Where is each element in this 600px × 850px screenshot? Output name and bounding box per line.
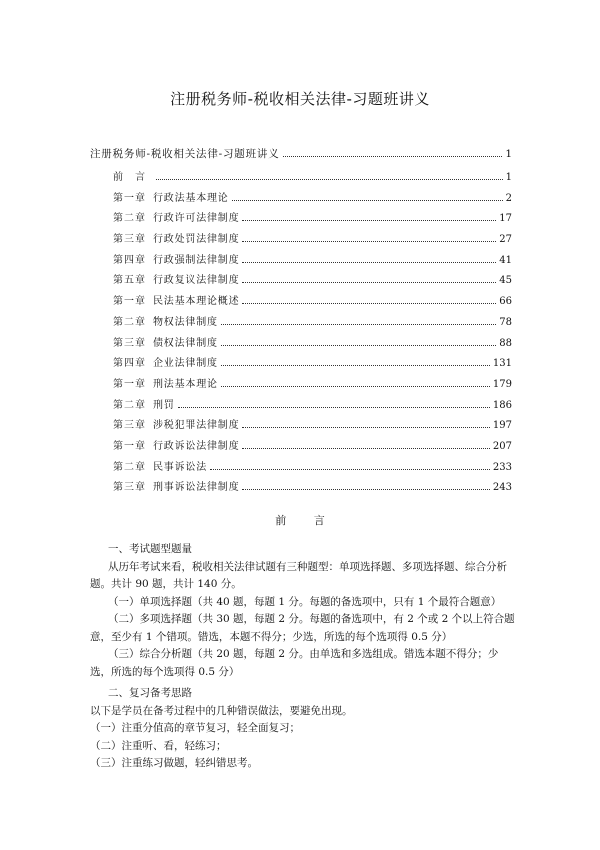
paragraph: （一）单项选择题（共 40 题，每题 1 分。每题的备选项中，只有 1 个最符合题意） <box>108 595 502 608</box>
section-heading: 二、复习备考思路 <box>108 687 192 699</box>
toc-chapter: 前 言 <box>113 172 146 183</box>
toc-leader-dots <box>156 171 503 180</box>
toc-title: 行政强制法律制度 <box>153 254 240 266</box>
toc-leader-dots <box>242 233 496 242</box>
paragraph: （三）注重练习做题，轻纠错思考。 <box>90 757 258 769</box>
toc-title: 债权法律制度 <box>153 337 218 349</box>
toc-header[interactable] <box>90 146 512 161</box>
toc-page: 186 <box>492 399 512 411</box>
document-title: 注册税务师-税收相关法律-习题班讲义 <box>170 90 430 108</box>
toc-chapter: 第三章 <box>113 482 146 494</box>
toc-chapter: 第二章 <box>113 461 146 473</box>
toc-entry[interactable] <box>113 209 512 230</box>
toc-page: 131 <box>492 358 512 370</box>
toc-page: 179 <box>492 378 512 390</box>
toc-title: 刑事诉讼法律制度 <box>153 482 240 494</box>
toc-page: 27 <box>499 234 512 246</box>
toc-entry[interactable] <box>113 375 512 396</box>
toc-title: 行政复议法律制度 <box>153 275 240 287</box>
toc-entry[interactable] <box>113 354 512 375</box>
toc-entry[interactable] <box>113 168 512 189</box>
toc-entry[interactable] <box>113 334 512 355</box>
toc-chapter: 第四章 <box>113 254 146 266</box>
toc-leader-dots <box>221 378 490 387</box>
toc-page: 41 <box>499 254 512 266</box>
toc-page: 233 <box>492 461 512 473</box>
toc-leader-dots <box>242 254 496 263</box>
toc-entry[interactable] <box>113 437 512 458</box>
toc-page: 88 <box>499 337 512 349</box>
toc-chapter: 第二章 <box>113 316 146 328</box>
table-of-contents <box>113 168 512 499</box>
toc-entry[interactable] <box>113 313 512 334</box>
toc-title: 行政法基本理论 <box>153 192 229 204</box>
toc-title: 行政诉讼法律制度 <box>153 440 240 452</box>
section-heading: 一、考试题型题量 <box>108 543 192 555</box>
toc-page: 66 <box>499 296 512 308</box>
toc-chapter: 第一章 <box>113 296 146 308</box>
toc-page: 78 <box>499 316 512 328</box>
paragraph: 以下是学员在备考过程中的几种错误做法，要避免出现。 <box>90 704 353 717</box>
section-exam-types <box>90 541 515 681</box>
toc-chapter: 第一章 <box>113 378 146 390</box>
preface-heading: 前 言 <box>275 514 337 527</box>
paragraph: （二）多项选择题（共 30 题，每题 2 分。每题的备选项中，有 2 个或 2 个以上符合题意，至少有 1 个错项。错选，本题不得分；少选，所选的每个选项得 0.5 分） <box>90 613 515 643</box>
toc-chapter: 第四章 <box>113 358 146 370</box>
paragraph: （一）注重分值高的章节复习，轻全面复习； <box>90 722 300 734</box>
toc-title: 行政处罚法律制度 <box>153 234 240 246</box>
toc-title: 刑法基本理论 <box>153 378 218 390</box>
toc-leader-dots <box>242 419 490 428</box>
toc-chapter: 第三章 <box>113 337 146 349</box>
toc-page: 2 <box>505 192 512 204</box>
toc-title: 涉税犯罪法律制度 <box>153 420 240 432</box>
toc-chapter: 第五章 <box>113 275 146 287</box>
toc-chapter: 第三章 <box>113 234 146 246</box>
toc-chapter: 第二章 <box>113 399 146 411</box>
toc-title: 企业法律制度 <box>153 358 218 370</box>
toc-entry[interactable] <box>113 292 512 313</box>
toc-chapter: 第一章 <box>113 440 146 452</box>
toc-leader-dots <box>283 148 503 157</box>
toc-header-title: 注册税务师-税收相关法律-习题班讲义 <box>90 148 280 160</box>
toc-header-page: 1 <box>505 148 512 160</box>
toc-entry[interactable] <box>113 251 512 272</box>
toc-page: 17 <box>499 213 512 225</box>
toc-entry[interactable] <box>113 478 512 499</box>
toc-title: 民法基本理论概述 <box>153 296 240 308</box>
toc-entry[interactable] <box>113 230 512 251</box>
toc-title: 物权法律制度 <box>153 316 218 328</box>
toc-page: 243 <box>492 482 512 494</box>
toc-title: 行政许可法律制度 <box>153 213 240 225</box>
toc-entry[interactable] <box>113 271 512 292</box>
toc-entry[interactable] <box>113 189 512 210</box>
toc-leader-dots <box>221 357 490 366</box>
toc-leader-dots <box>242 440 490 449</box>
toc-leader-dots <box>221 316 496 325</box>
toc-leader-dots <box>242 274 496 283</box>
toc-leader-dots <box>210 461 490 470</box>
paragraph: （二）注重听、看，轻练习； <box>90 739 227 752</box>
toc-entry[interactable] <box>113 416 512 437</box>
toc-chapter: 第一章 <box>113 192 146 204</box>
toc-page: 207 <box>492 440 512 452</box>
toc-chapter: 第二章 <box>113 213 146 225</box>
toc-leader-dots <box>242 212 496 221</box>
toc-leader-dots <box>221 337 496 346</box>
toc-leader-dots <box>178 399 490 408</box>
paragraph: （三）综合分析题（共 20 题，每题 2 分。由单选和多选组成。错选本题不得分；少选，所选的每个选项得 0.5 分） <box>90 648 499 678</box>
toc-chapter: 第三章 <box>113 420 146 432</box>
paragraph: 从历年考试来看，税收相关法律试题有三种题型：单项选择题、多项选择题、综合分析题。共计 90 题，共计 140 分。 <box>90 560 507 590</box>
section-review-approach <box>90 685 515 773</box>
toc-entry[interactable] <box>113 396 512 417</box>
toc-entry[interactable] <box>113 458 512 479</box>
toc-leader-dots <box>232 192 503 201</box>
toc-page: 45 <box>499 275 512 287</box>
toc-page: 197 <box>492 420 512 432</box>
toc-title: 民事诉讼法 <box>153 461 207 473</box>
toc-leader-dots <box>242 481 490 490</box>
toc-page: 1 <box>505 172 512 183</box>
toc-title: 刑罚 <box>153 399 175 411</box>
toc-leader-dots <box>242 295 496 304</box>
